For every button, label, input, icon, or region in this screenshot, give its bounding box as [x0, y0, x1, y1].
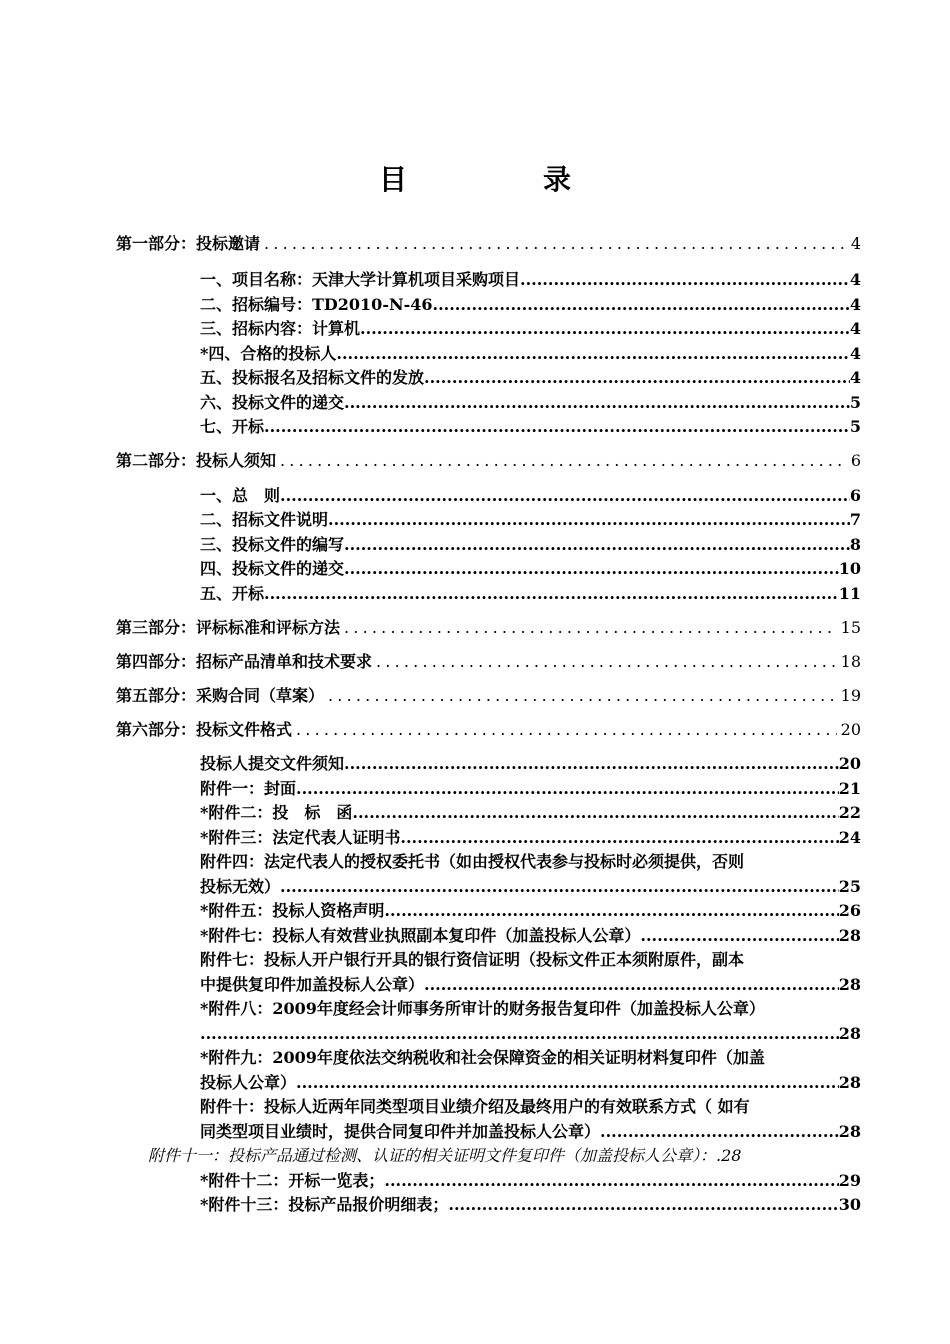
toc-part-3[interactable]: [116, 616, 861, 640]
toc-page-number: 15: [840, 618, 861, 637]
leader-dots: [376, 650, 837, 674]
toc-entry-italic[interactable]: [148, 1144, 861, 1169]
toc-entry-multiline[interactable]: [200, 1046, 861, 1095]
toc-entry[interactable]: [200, 508, 861, 533]
leader-dots: [280, 484, 850, 509]
toc-entry-label: 五、开标: [200, 583, 265, 603]
toc-entry[interactable]: [200, 268, 861, 293]
toc-page-number: 30: [838, 1195, 861, 1214]
leader-dots: [600, 1120, 839, 1145]
toc-entry[interactable]: [200, 557, 861, 582]
toc-entry-multiline[interactable]: [200, 1095, 861, 1144]
toc-entry-label: *四、合格的投标人: [200, 343, 337, 363]
toc-part-4[interactable]: [116, 650, 861, 674]
toc-page-number: 24: [838, 827, 861, 847]
toc-page-number: 21: [838, 778, 861, 798]
leader-dots: [264, 582, 839, 607]
toc-page-number: 28: [838, 1072, 861, 1092]
toc-entry[interactable]: [200, 752, 861, 777]
toc-entry-label: 附件十一：投标产品通过检测、认证的相关证明文件复印件（加盖投标人公章）：: [148, 1146, 717, 1165]
toc-entry-label: 五、投标报名及招标文件的发放: [200, 368, 425, 387]
toc-part-2[interactable]: [116, 449, 861, 473]
toc-entry-label-line1: 附件十：投标人近两年同类型项目业绩介绍及最终用户的有效联系方式（ 如有: [200, 1097, 750, 1116]
toc-entry-label: 一、总 则: [200, 485, 281, 505]
toc-page-number: 6: [849, 485, 861, 505]
toc-entry-line2: [200, 1071, 861, 1096]
toc-entry-label: *附件十三：投标产品报价明细表；: [200, 1195, 449, 1214]
toc-entry[interactable]: [200, 1193, 861, 1218]
toc-page-number: 5: [849, 417, 861, 436]
table-of-contents: [0, 232, 950, 1218]
toc-entry-label: 三、招标内容：计算机: [200, 319, 361, 338]
leader-dots: [360, 317, 850, 342]
leader-dots: [296, 1071, 839, 1096]
leader-dots: [280, 875, 839, 900]
toc-page-number: 4: [849, 368, 861, 387]
toc-page-number: 10: [838, 559, 861, 578]
leader-dots: [336, 342, 849, 367]
toc-part-label: 第五部分：采购合同（草案）: [116, 686, 325, 705]
toc-entry-multiline[interactable]: [200, 948, 861, 997]
toc-entry[interactable]: [200, 924, 861, 949]
leader-dots: [384, 899, 838, 924]
toc-entry-label: 七、开标: [200, 417, 265, 436]
toc-entry-label-line2: 投标人公章）: [200, 1072, 297, 1092]
toc-entry[interactable]: [200, 366, 861, 391]
toc-entry[interactable]: [200, 1169, 861, 1194]
toc-entry-label: 四、投标文件的递交: [200, 559, 345, 578]
toc-page-number: 26: [838, 901, 861, 920]
toc-page-number: 20: [838, 754, 861, 773]
leader-dots: [328, 684, 837, 708]
toc-page-number: 4: [849, 270, 861, 289]
leader-dots: [344, 391, 850, 416]
leader-dots: [264, 232, 847, 256]
toc-part-label: 第一部分：投标邀请: [116, 234, 261, 253]
toc-entry-label: *附件七：投标人有效营业执照副本复印件（加盖投标人公章）: [200, 925, 641, 945]
leader-dots: [352, 801, 838, 826]
toc-entry[interactable]: [200, 582, 861, 607]
toc-entry-line2: [200, 1120, 861, 1145]
page-title: 目 录: [378, 163, 625, 196]
toc-entry-label-line2: 同类型项目业绩时，提供合同复印件并加盖投标人公章）: [200, 1121, 601, 1141]
toc-entry-label-line2: 中提供复印件加盖投标人公章）: [200, 974, 425, 994]
toc-entry-label: *附件二：投 标 函: [200, 803, 353, 822]
leader-dots: [520, 268, 850, 293]
leader-dots: [280, 449, 847, 473]
toc-page-number: 28: [838, 925, 861, 945]
toc-page-number: 4: [849, 319, 861, 338]
toc-entry[interactable]: [200, 801, 861, 826]
toc-entry-multiline[interactable]: [200, 850, 861, 899]
leader-dots: [344, 533, 850, 558]
leader-dots: [433, 293, 850, 318]
toc-entry[interactable]: [200, 899, 861, 924]
toc-page-number: 28: [838, 1121, 861, 1141]
toc-page-number: 20: [840, 720, 861, 739]
leader-dots: [400, 826, 838, 851]
toc-entry-label: 二、招标编号：TD2010-N-46: [200, 294, 433, 314]
leader-dots: [448, 1193, 838, 1218]
toc-entry-label: 附件一：封面: [200, 778, 297, 798]
toc-page-number: 6: [850, 450, 861, 470]
leader-dots: [424, 973, 839, 998]
leader-dots: [344, 557, 839, 582]
toc-entry[interactable]: [200, 777, 861, 802]
toc-page-number: 11: [838, 583, 861, 603]
toc-entry[interactable]: [200, 293, 861, 318]
leader-dots: [200, 1022, 839, 1047]
leader-dots: [640, 924, 838, 949]
toc-page-number: 25: [838, 876, 861, 896]
leader-dots: [296, 777, 839, 802]
toc-page-number: 8: [849, 534, 861, 554]
toc-part-label: 第三部分：评标标准和评标方法: [116, 618, 341, 637]
toc-entry-label: 投标人提交文件须知: [200, 754, 345, 773]
toc-page-number: 5: [849, 392, 861, 412]
toc-page-number: 22: [838, 803, 861, 822]
leader-dots: [344, 752, 839, 777]
leader-dots: [384, 1169, 838, 1194]
toc-part-label: 第六部分：投标文件格式: [116, 720, 293, 739]
leader-dots: [328, 508, 850, 533]
toc-entry-line2: [200, 875, 861, 900]
leader-dots: [296, 718, 837, 742]
toc-entry-label: 二、招标文件说明: [200, 510, 329, 529]
toc-part-label: 第二部分：投标人须知: [116, 450, 277, 470]
toc-page-number: 19: [840, 686, 861, 705]
toc-entry-multiline[interactable]: [200, 997, 861, 1046]
toc-entry-label: 三、投标文件的编写: [200, 534, 345, 554]
toc-entry-label: 六、投标文件的递交: [200, 392, 345, 412]
toc-entry-label: *附件五：投标人资格声明: [200, 901, 385, 920]
toc-entry-label: *附件十二：开标一览表；: [200, 1170, 385, 1190]
toc-page-number: 28: [838, 974, 861, 994]
toc-entry[interactable]: [200, 391, 861, 416]
leader-dots: [264, 415, 850, 440]
toc-entry[interactable]: [200, 826, 861, 851]
toc-page-number: 4: [849, 343, 861, 363]
toc-page-number: 4: [849, 294, 861, 314]
toc-page-number: 28: [838, 1023, 861, 1043]
toc-entry-label-line1: *附件八：2009年度经会计师事务所审计的财务报告复印件（加盖投标人公章）: [200, 999, 765, 1018]
toc-entry[interactable]: [200, 342, 861, 367]
toc-part-6[interactable]: [116, 718, 861, 742]
toc-page-number: .28: [716, 1146, 742, 1165]
toc-entry[interactable]: [200, 317, 861, 342]
toc-page-number: 29: [838, 1170, 861, 1190]
toc-entry-line2: [200, 973, 861, 998]
toc-entry[interactable]: [200, 533, 861, 558]
toc-entry-label: 一、项目名称：天津大学计算机项目采购项目: [200, 270, 521, 289]
toc-entry-line2: [200, 1022, 861, 1047]
toc-part-1[interactable]: [116, 232, 861, 256]
toc-entry-label-line2: 投标无效）: [200, 876, 281, 896]
leader-dots: [344, 616, 837, 640]
toc-page-number: 18: [840, 652, 861, 671]
toc-page-number: 4: [850, 234, 861, 253]
toc-entry-label-line1: *附件九：2009年度依法交纳税收和社会保障资金的相关证明材料复印件（加盖: [200, 1048, 765, 1067]
toc-page-number: 7: [849, 510, 861, 529]
toc-entry-label-line1: 附件七：投标人开户银行开具的银行资信证明（投标文件正本须附原件，副本: [200, 950, 745, 969]
leader-dots: [424, 366, 850, 391]
toc-entry[interactable]: [200, 415, 861, 440]
toc-entry[interactable]: [200, 484, 861, 509]
toc-entry-label: *附件三：法定代表人证明书: [200, 827, 401, 847]
toc-part-label: 第四部分：招标产品清单和技术要求: [116, 652, 373, 671]
toc-part-5[interactable]: [116, 684, 861, 708]
toc-entry-label-line1: 附件四：法定代表人的授权委托书（如由授权代表参与投标时必须提供，否则: [200, 852, 745, 871]
